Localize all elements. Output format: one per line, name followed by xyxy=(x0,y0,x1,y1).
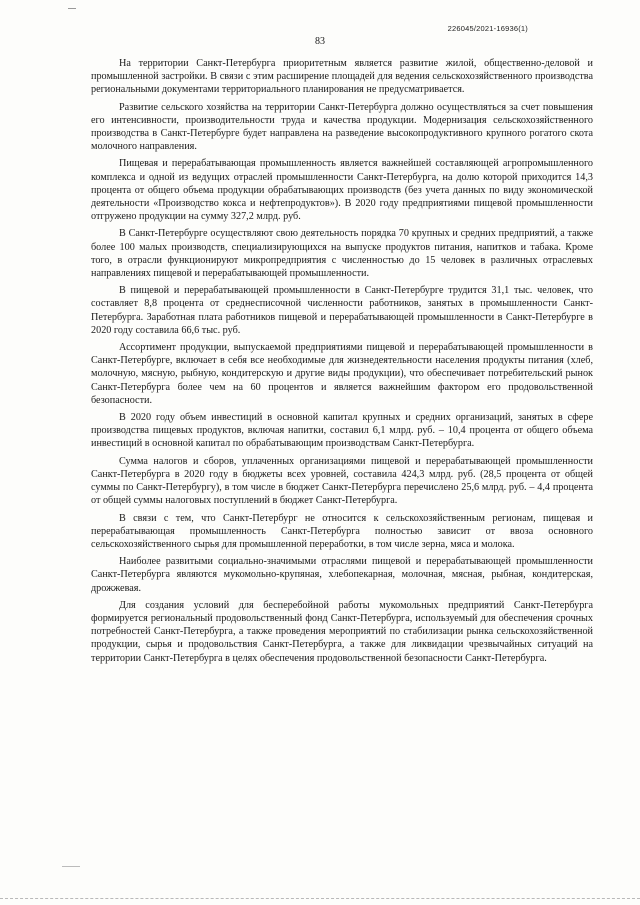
document-body xyxy=(91,57,593,669)
paragraph: Развитие сельского хозяйства на территории Санкт-Петербурга должно осуществляться за счет повышения его интенсивности, производительности труда и качества продукции. Модернизация сельскохозяйственного производства в Санкт-Петербурге будет направлена на разведение высокопродуктивного крупного рогатого скота молочного направления. xyxy=(91,101,593,153)
paragraph: Сумма налогов и сборов, уплаченных организациями пищевой и перерабатывающей промышленности Санкт-Петербурга в 2020 году в бюджеты всех уровней, составила 424,3 млрд. руб. (28,5 процента от общей суммы по Санкт-Петербургу), в том числе в бюджет Санкт-Петербурга перечислено 25,6 млрд. руб. – 4,4 процента от общей суммы налоговых поступлений в бюджет Санкт-Петербурга. xyxy=(91,455,593,507)
paragraph: Наиболее развитыми социально-значимыми отраслями пищевой и перерабатывающей промышленности Санкт-Петербурга являются мукомольно-крупяная, хлебопекарная, молочная, мясная, рыбная, кондитерская, дрожжевая. xyxy=(91,556,593,594)
page-bottom-edge xyxy=(0,898,640,900)
paragraph: В 2020 году объем инвестиций в основной капитал крупных и средних организаций, занятых в сфере производства пищевых продуктов, включая напитки, составил 6,1 млрд. руб. – 10,4 процента от общего объема инвестиций в основной капитал по обрабатывающим производствам Санкт-Петербурга. xyxy=(91,412,593,450)
paragraph: Пищевая и перерабатывающая промышленность является важнейшей составляющей агропромышленного комплекса и одной из ведущих отраслей промышленности Санкт-Петербурга, на долю которой приходится 14,3 процента от общего объема продукции обрабатывающих производств (без учета данных по виду экономической деятельности «Производство кокса и нефтепродуктов»). В 2020 году предприятиями пищевой промышленности отгружено продукции на сумму 327,2 млрд. руб. xyxy=(91,158,593,223)
document-id: 226045/2021-16936(1) xyxy=(447,24,528,33)
paragraph: В пищевой и перерабатывающей промышленности в Санкт-Петербурге трудится 31,1 тыс. человек, что составляет 8,8 процента от среднесписочной численности работников, занятых в промышленности Санкт-Петербурга. Заработная плата работников пищевой и перерабатывающей промышленности в Санкт-Петербурге в 2020 году составила 66,6 тыс. руб. xyxy=(91,285,593,336)
scan-artifact xyxy=(62,866,80,867)
paragraph: В Санкт-Петербурге осуществляют свою деятельность порядка 70 крупных и средних предприятий, а также более 100 малых производств, специализирующихся на выпуске продуктов питания, напитков и табака. Кроме того, в отрасли функционируют микропредприятия с численностью до 15 человек в различных отраслевых направлениях пищевой и перерабатывающей промышленности. xyxy=(91,228,593,280)
paragraph: В связи с тем, что Санкт-Петербург не относится к сельскохозяйственным регионам, пищевая и перерабатывающая промышленность Санкт-Петербурга полностью зависит от ввоза основного сельскохозяйственного сырья для промышленной переработки, в том числе зерна, мяса и молока. xyxy=(91,512,593,550)
page-number: 83 xyxy=(315,36,325,47)
paragraph: Для создания условий для бесперебойной работы мукомольных предприятий Санкт-Петербурга формируется региональный продовольственный фонд Санкт-Петербурга, используемый для обеспечения срочных потребностей Санкт-Петербурга, а также проведения мероприятий по стабилизации рынка сельскохозяйственной продукции, сырья и продовольствия Санкт-Петербурга, а также для ликвидации чрезвычайных ситуаций на территории Санкт-Петербурга в целях обеспечения продовольственной безопасности Санкт-Петербурга. xyxy=(91,599,593,664)
paragraph: Ассортимент продукции, выпускаемой предприятиями пищевой и перерабатывающей промышленности в Санкт-Петербурге, включает в себя все необходимые для жизнедеятельности населения продукты питания (хлеб, молочную, мясную, рыбную, кондитерскую и другие виды продукции), что обеспечивает потребительский рынок Санкт-Петербурга более чем на 60 процентов и является важнейшим фактором его продовольственной безопасности. xyxy=(91,342,593,406)
scan-artifact xyxy=(68,8,76,9)
paragraph: На территории Санкт-Петербурга приоритетным является развитие жилой, общественно-деловой и промышленной застройки. В связи с этим расширение площадей для ведения сельскохозяйственного производства региональными документами территориального планирования не предусматривается. xyxy=(91,58,593,96)
